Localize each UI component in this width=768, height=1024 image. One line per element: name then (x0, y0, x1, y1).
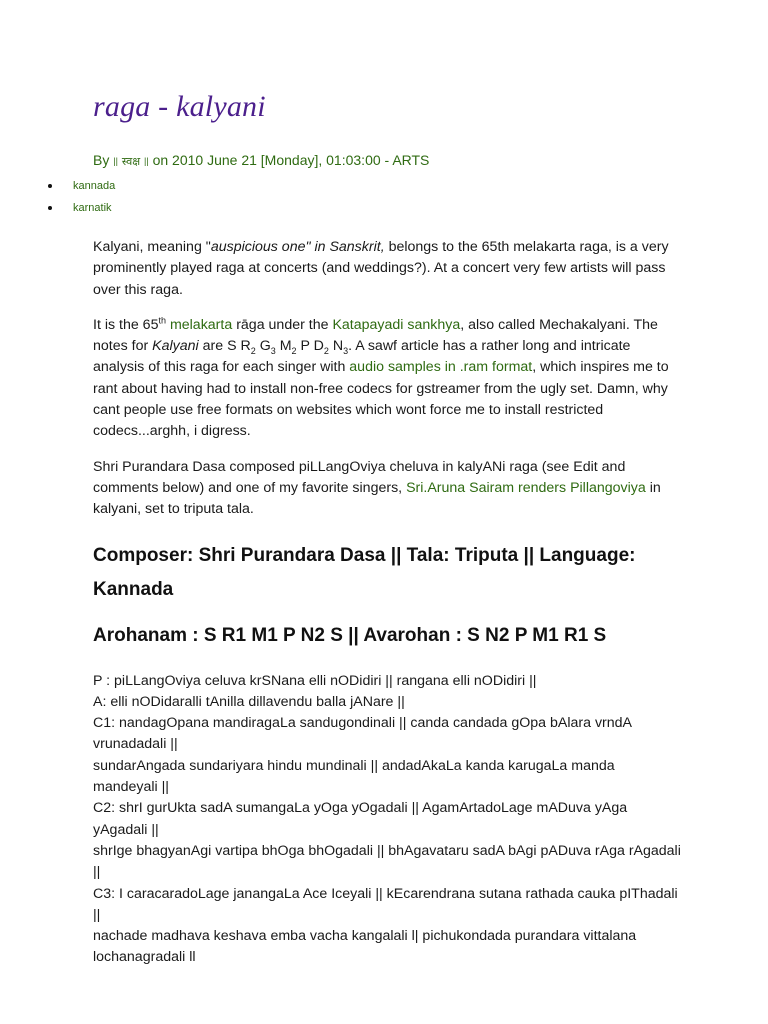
tag-link-karnatik[interactable]: karnatik (73, 202, 112, 214)
arohanam-heading: Arohanam : S R1 M1 P N2 S || Avarohan : S N2 P M1 R1 S (93, 624, 607, 646)
byline-author[interactable]: स्वक्ष (121, 156, 141, 168)
text: , also called Mechakalyani. The notes for (93, 316, 658, 355)
lyrics-line: C1: nandagOpana mandiragaLa sandugondinali || canda candada gOpa bAlara vrndA vrunadadali || (93, 715, 632, 753)
emphasis-text: Kalyani (152, 338, 199, 355)
katapayadi-link[interactable]: Katapayadi sankhya (332, 316, 461, 333)
bullet-icon (48, 206, 52, 210)
composer-heading: Composer: Shri Purandara Dasa || Tala: Triputa || Language: Kannada (93, 544, 636, 600)
lyrics-line: sundarAngada sundariyara hindu mundinali || andadAkaLa kanda karugaLa manda mandeyali || (93, 757, 615, 796)
text: . A sawf article has a rather long and intricate analysis of this raga for each singer with (93, 338, 631, 376)
composition-paragraph (93, 457, 683, 521)
text: G (255, 338, 271, 355)
lyrics-line: P : piLLangOviya celuva krSNana elli nODidiri || rangana elli nODidiri || (93, 672, 537, 689)
subscript: 3 (343, 346, 349, 357)
audio-samples-link[interactable]: audio samples in .ram format (349, 359, 533, 376)
lyrics-block (93, 671, 683, 969)
text: Kalyani, meaning " (93, 239, 211, 255)
text: N (328, 338, 344, 355)
text: are S R (198, 338, 251, 355)
text: under the (264, 316, 333, 333)
post-byline (93, 152, 429, 169)
subscript: 3 (270, 346, 276, 357)
bullet-icon (48, 184, 52, 188)
tag-link-kannada[interactable]: kannada (73, 180, 116, 192)
byline-meta: on 2010 June 21 [Monday], 01:03:00 - ARTS (152, 152, 430, 168)
text: , which inspires me to rant about having had to install non-free codecs for gstreamer from the ugly set. Damn, why cant people use free formats on websites which wont force me to install restricted codecs...arghh, i digress. (93, 359, 669, 440)
text: M (275, 338, 292, 355)
text: belongs to the 65th melakarta raga, is a very prominently played raga at concerts (and weddings?). At a concert very few artists will pass over this raga. (93, 239, 669, 298)
byline-separator: || (144, 156, 149, 166)
text: P D (296, 338, 324, 355)
lyrics-line: C3: I caracaradoLage janangaLa Ace Iceyali || kEcarendrana sutana rathada cauka pIThadali || (93, 885, 678, 923)
emphasis-text: auspicious one" in Sanskrit, (210, 239, 385, 255)
text: It is the 65 (93, 316, 159, 333)
superscript: th (158, 315, 166, 326)
subscript: 2 (250, 346, 256, 357)
post-body (93, 237, 683, 969)
byline-by: By (93, 152, 110, 168)
text: in kalyani, set to triputa tala. (93, 479, 661, 518)
aruna-sairam-link[interactable]: Sri.Aruna Sairam renders Pillangoviya (406, 479, 646, 496)
lyrics-line: A: elli nODidaralli tAnilla dillavendu balla jANare || (93, 693, 405, 710)
lyrics-line: C2: shrI gurUkta sadA sumangaLa yOga yOgadali || AgamArtadoLage mADuva yAga yAgadali || (93, 800, 628, 838)
lyrics-line: nachade madhava keshava emba vacha kangalali l| pichukondada purandara vittalana lochanagradali ll (93, 928, 637, 966)
melakarta-link[interactable]: melakarta (169, 316, 233, 333)
byline-separator: || (113, 156, 118, 166)
post-title: raga - kalyani (93, 90, 266, 123)
text: Shri Purandara Dasa composed piLLangOviya cheluva in kalyANi raga (see Edit and comments below) and one of my favorite singers, (93, 458, 626, 496)
intro-paragraph (93, 237, 683, 301)
notes-paragraph (93, 315, 683, 443)
subscript: 2 (291, 346, 297, 357)
lyrics-line: shrIge bhagyanAgi vartipa bhOga bhOgadali || bhAgavataru sadA bAgi pADuva rAga rAgadali || (93, 842, 681, 881)
subscript: 2 (323, 346, 329, 357)
text: rāga (236, 316, 265, 333)
